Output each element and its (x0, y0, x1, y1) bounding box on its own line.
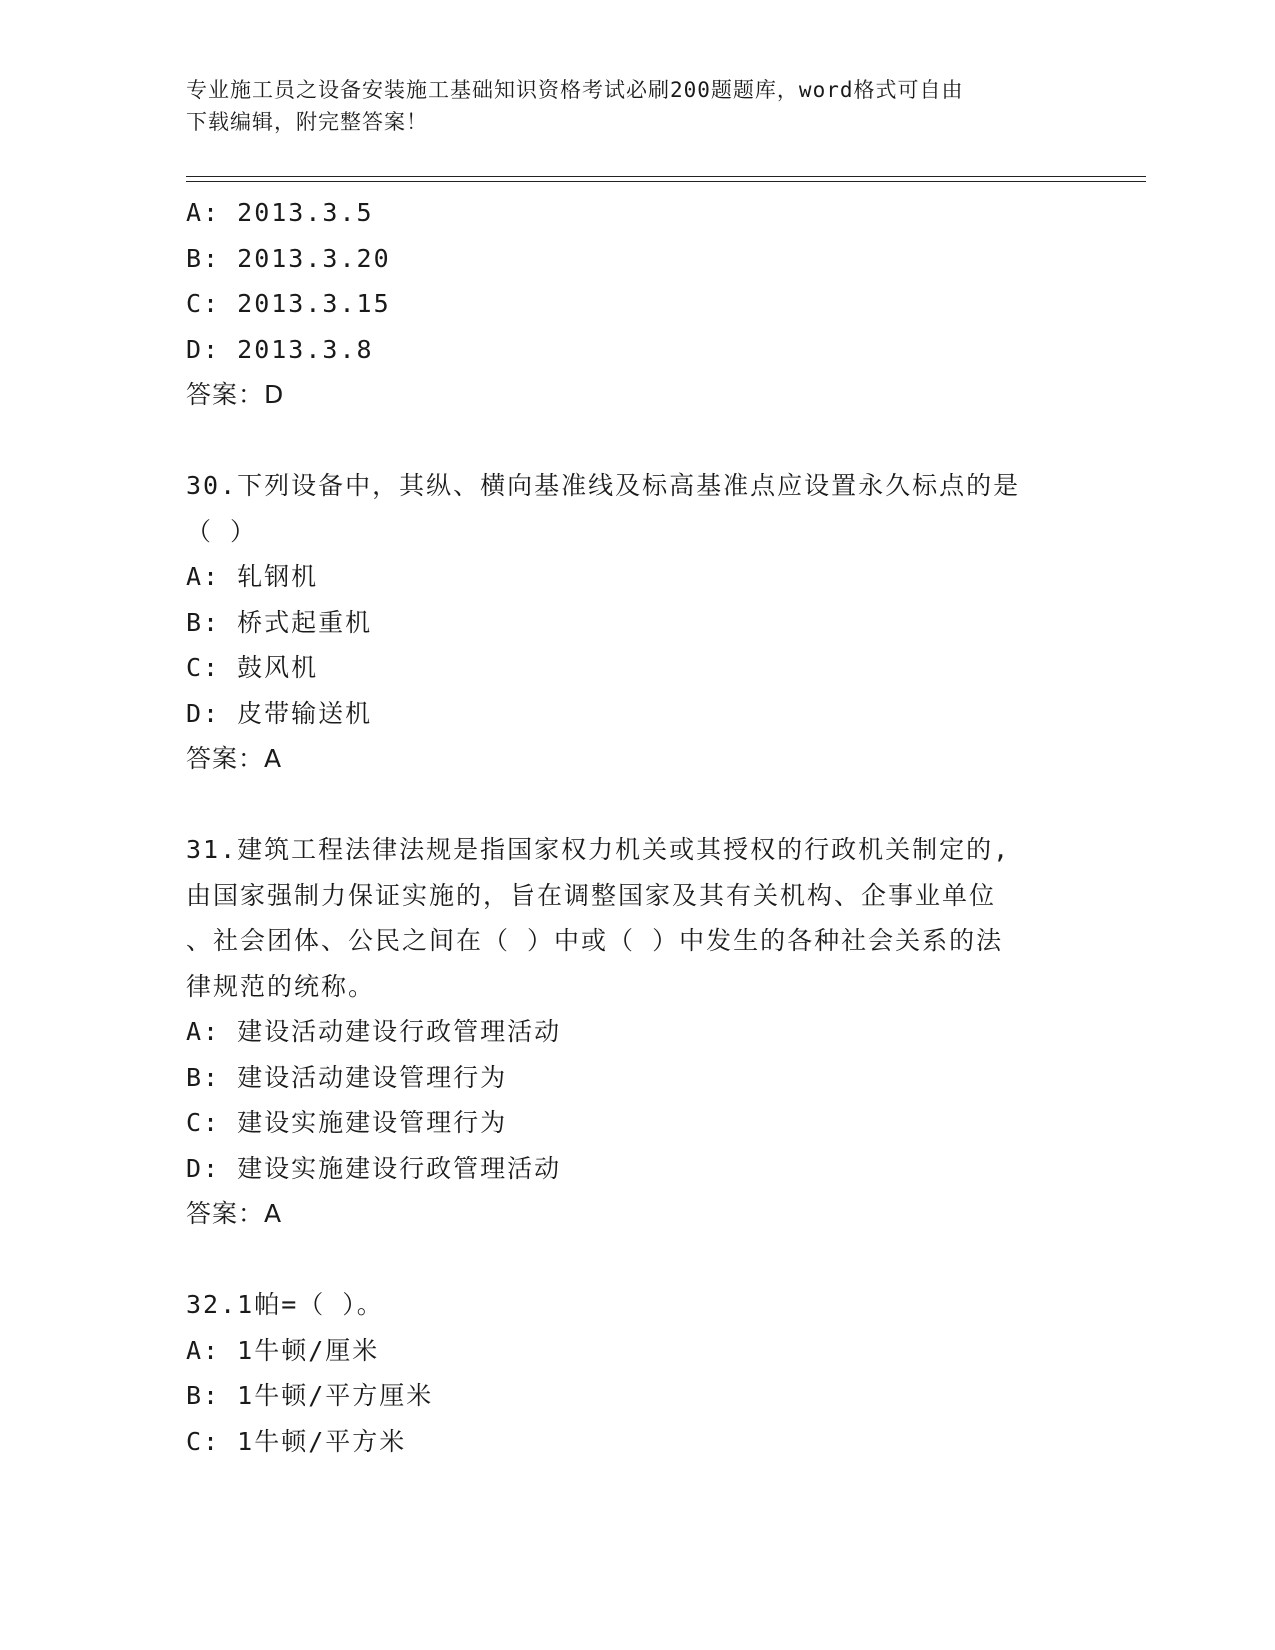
question-list (186, 190, 1086, 1464)
option-d: D: 皮带输送机 (186, 698, 373, 728)
option-c: C: 1牛顿/平方米 (186, 1426, 407, 1456)
option-d: D: 建设实施建设行政管理活动 (186, 1153, 562, 1183)
answer: 答案：A (186, 744, 283, 773)
question-stem-line: 32.1帕=（ ）。 (186, 1290, 384, 1319)
header-line-1: 专业施工员之设备安装施工基础知识资格考试必刷200题题库，word格式可自由 (186, 78, 964, 102)
answer: 答案：A (186, 1199, 283, 1228)
spacer (186, 1237, 1086, 1283)
option-b: B: 建设活动建设管理行为 (186, 1062, 508, 1092)
option-a: A: 轧钢机 (186, 562, 319, 591)
option-a: A: 2013.3.5 (186, 198, 374, 227)
header-divider (186, 176, 1146, 182)
option-b: B: 1牛顿/平方厘米 (186, 1381, 434, 1410)
option-a: A: 1牛顿/厘米 (186, 1335, 380, 1365)
option-a: A: 建设活动建设行政管理活动 (186, 1017, 562, 1046)
question-stem-line: 、社会团体、公民之间在（ ）中或（ ）中发生的各种社会关系的法 (186, 926, 1004, 955)
question-30 (186, 463, 1086, 782)
header-line-2: 下载编辑，附完整答案！ (186, 110, 428, 134)
option-b: B: 桥式起重机 (186, 607, 373, 637)
question-stem-line: （ ） (186, 516, 258, 546)
spacer (186, 418, 1086, 464)
option-c: C: 2013.3.15 (186, 289, 391, 318)
question-stem-line: 31.建筑工程法律法规是指国家权力机关或其授权的行政机关制定的, (186, 835, 1011, 864)
question-32 (186, 1282, 1086, 1464)
option-b: B: 2013.3.20 (186, 243, 391, 273)
question-stem-line: 30.下列设备中，其纵、横向基准线及标高基准点应设置永久标点的是 (186, 471, 1021, 500)
answer: 答案：D (186, 380, 285, 409)
option-c: C: 建设实施建设管理行为 (186, 1108, 508, 1137)
spacer (186, 782, 1086, 828)
option-d: D: 2013.3.8 (186, 334, 374, 364)
question-stem-line: 律规范的统称。 (186, 971, 376, 1001)
document-header (186, 74, 1086, 138)
question-31 (186, 827, 1086, 1237)
question-29 (186, 190, 1086, 418)
question-stem-line: 由国家强制力保证实施的，旨在调整国家及其有关机构、企事业单位 (186, 880, 997, 910)
option-c: C: 鼓风机 (186, 653, 319, 682)
